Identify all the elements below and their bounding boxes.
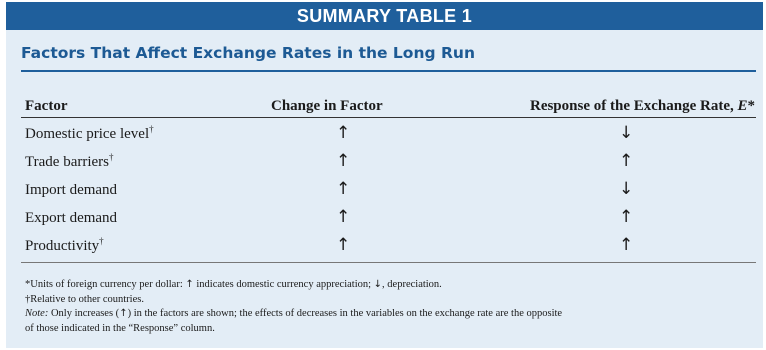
note-increases-rest: ) in the factors are shown; the effects of decreases in the variables on the exchange rate are the opposite xyxy=(127,308,563,319)
note-response-column: of those indicated in the “Response” column. xyxy=(25,322,215,334)
arrow-up-icon: ↑ xyxy=(619,235,634,255)
dagger-mark: † xyxy=(99,236,104,246)
table-bottom-rule xyxy=(21,262,756,263)
note-increases-text: Only increases ( xyxy=(48,308,120,319)
note-units-depreciation: , depreciation. xyxy=(382,279,442,290)
arrow-up-icon: ↑ xyxy=(185,279,194,290)
summary-table-panel xyxy=(6,2,763,348)
header-response xyxy=(530,98,755,115)
table-header-row xyxy=(6,98,763,116)
header-rule xyxy=(21,117,756,118)
factor-label: Domestic price level xyxy=(25,126,150,142)
arrow-up-icon: ↑ xyxy=(336,151,351,171)
table-body xyxy=(6,120,763,260)
table-subtitle: Factors That Affect Exchange Rates in the Long Run xyxy=(21,44,475,62)
arrow-down-icon: ↓ xyxy=(619,123,634,143)
factor-label: Trade barriers xyxy=(25,154,110,170)
table-row xyxy=(6,120,763,148)
factor-cell xyxy=(25,236,104,255)
factor-cell xyxy=(25,152,114,171)
header-change-in-factor: Change in Factor xyxy=(271,98,383,114)
factor-cell xyxy=(25,208,117,227)
arrow-up-icon: ↑ xyxy=(119,308,128,319)
arrow-up-icon: ↑ xyxy=(619,151,634,171)
table-banner: SUMMARY TABLE 1 xyxy=(6,2,763,30)
factor-label: Productivity xyxy=(25,238,100,254)
table-row xyxy=(6,232,763,260)
arrow-down-icon: ↓ xyxy=(619,179,634,199)
factor-label: Import demand xyxy=(25,182,118,198)
header-factor: Factor xyxy=(25,98,68,114)
note-increases xyxy=(25,307,755,322)
table-row xyxy=(6,148,763,176)
header-response-symbol: E xyxy=(737,98,748,114)
table-notes xyxy=(25,278,755,336)
arrow-down-icon: ↓ xyxy=(373,279,383,290)
note-units xyxy=(25,278,755,293)
note-label: Note: xyxy=(25,308,49,319)
factor-label: Export demand xyxy=(25,210,118,226)
dagger-mark: † xyxy=(109,152,114,162)
factor-cell xyxy=(25,124,154,143)
table-row xyxy=(6,176,763,204)
note-relative: †Relative to other countries. xyxy=(25,293,144,305)
arrow-up-icon: ↑ xyxy=(619,207,634,227)
factor-cell xyxy=(25,180,117,199)
arrow-up-icon: ↑ xyxy=(336,235,351,255)
header-response-asterisk: * xyxy=(747,98,755,114)
arrow-up-icon: ↑ xyxy=(336,123,351,143)
dagger-mark: † xyxy=(149,124,154,134)
note-units-text: *Units of foreign currency per dollar: xyxy=(25,279,186,290)
table-row xyxy=(6,204,763,232)
note-units-appreciation: indicates domestic currency appreciation; xyxy=(193,279,374,290)
arrow-up-icon: ↑ xyxy=(336,207,351,227)
header-response-text: Response of the Exchange Rate, xyxy=(529,98,738,114)
arrow-up-icon: ↑ xyxy=(336,179,351,199)
subtitle-rule xyxy=(21,70,756,72)
